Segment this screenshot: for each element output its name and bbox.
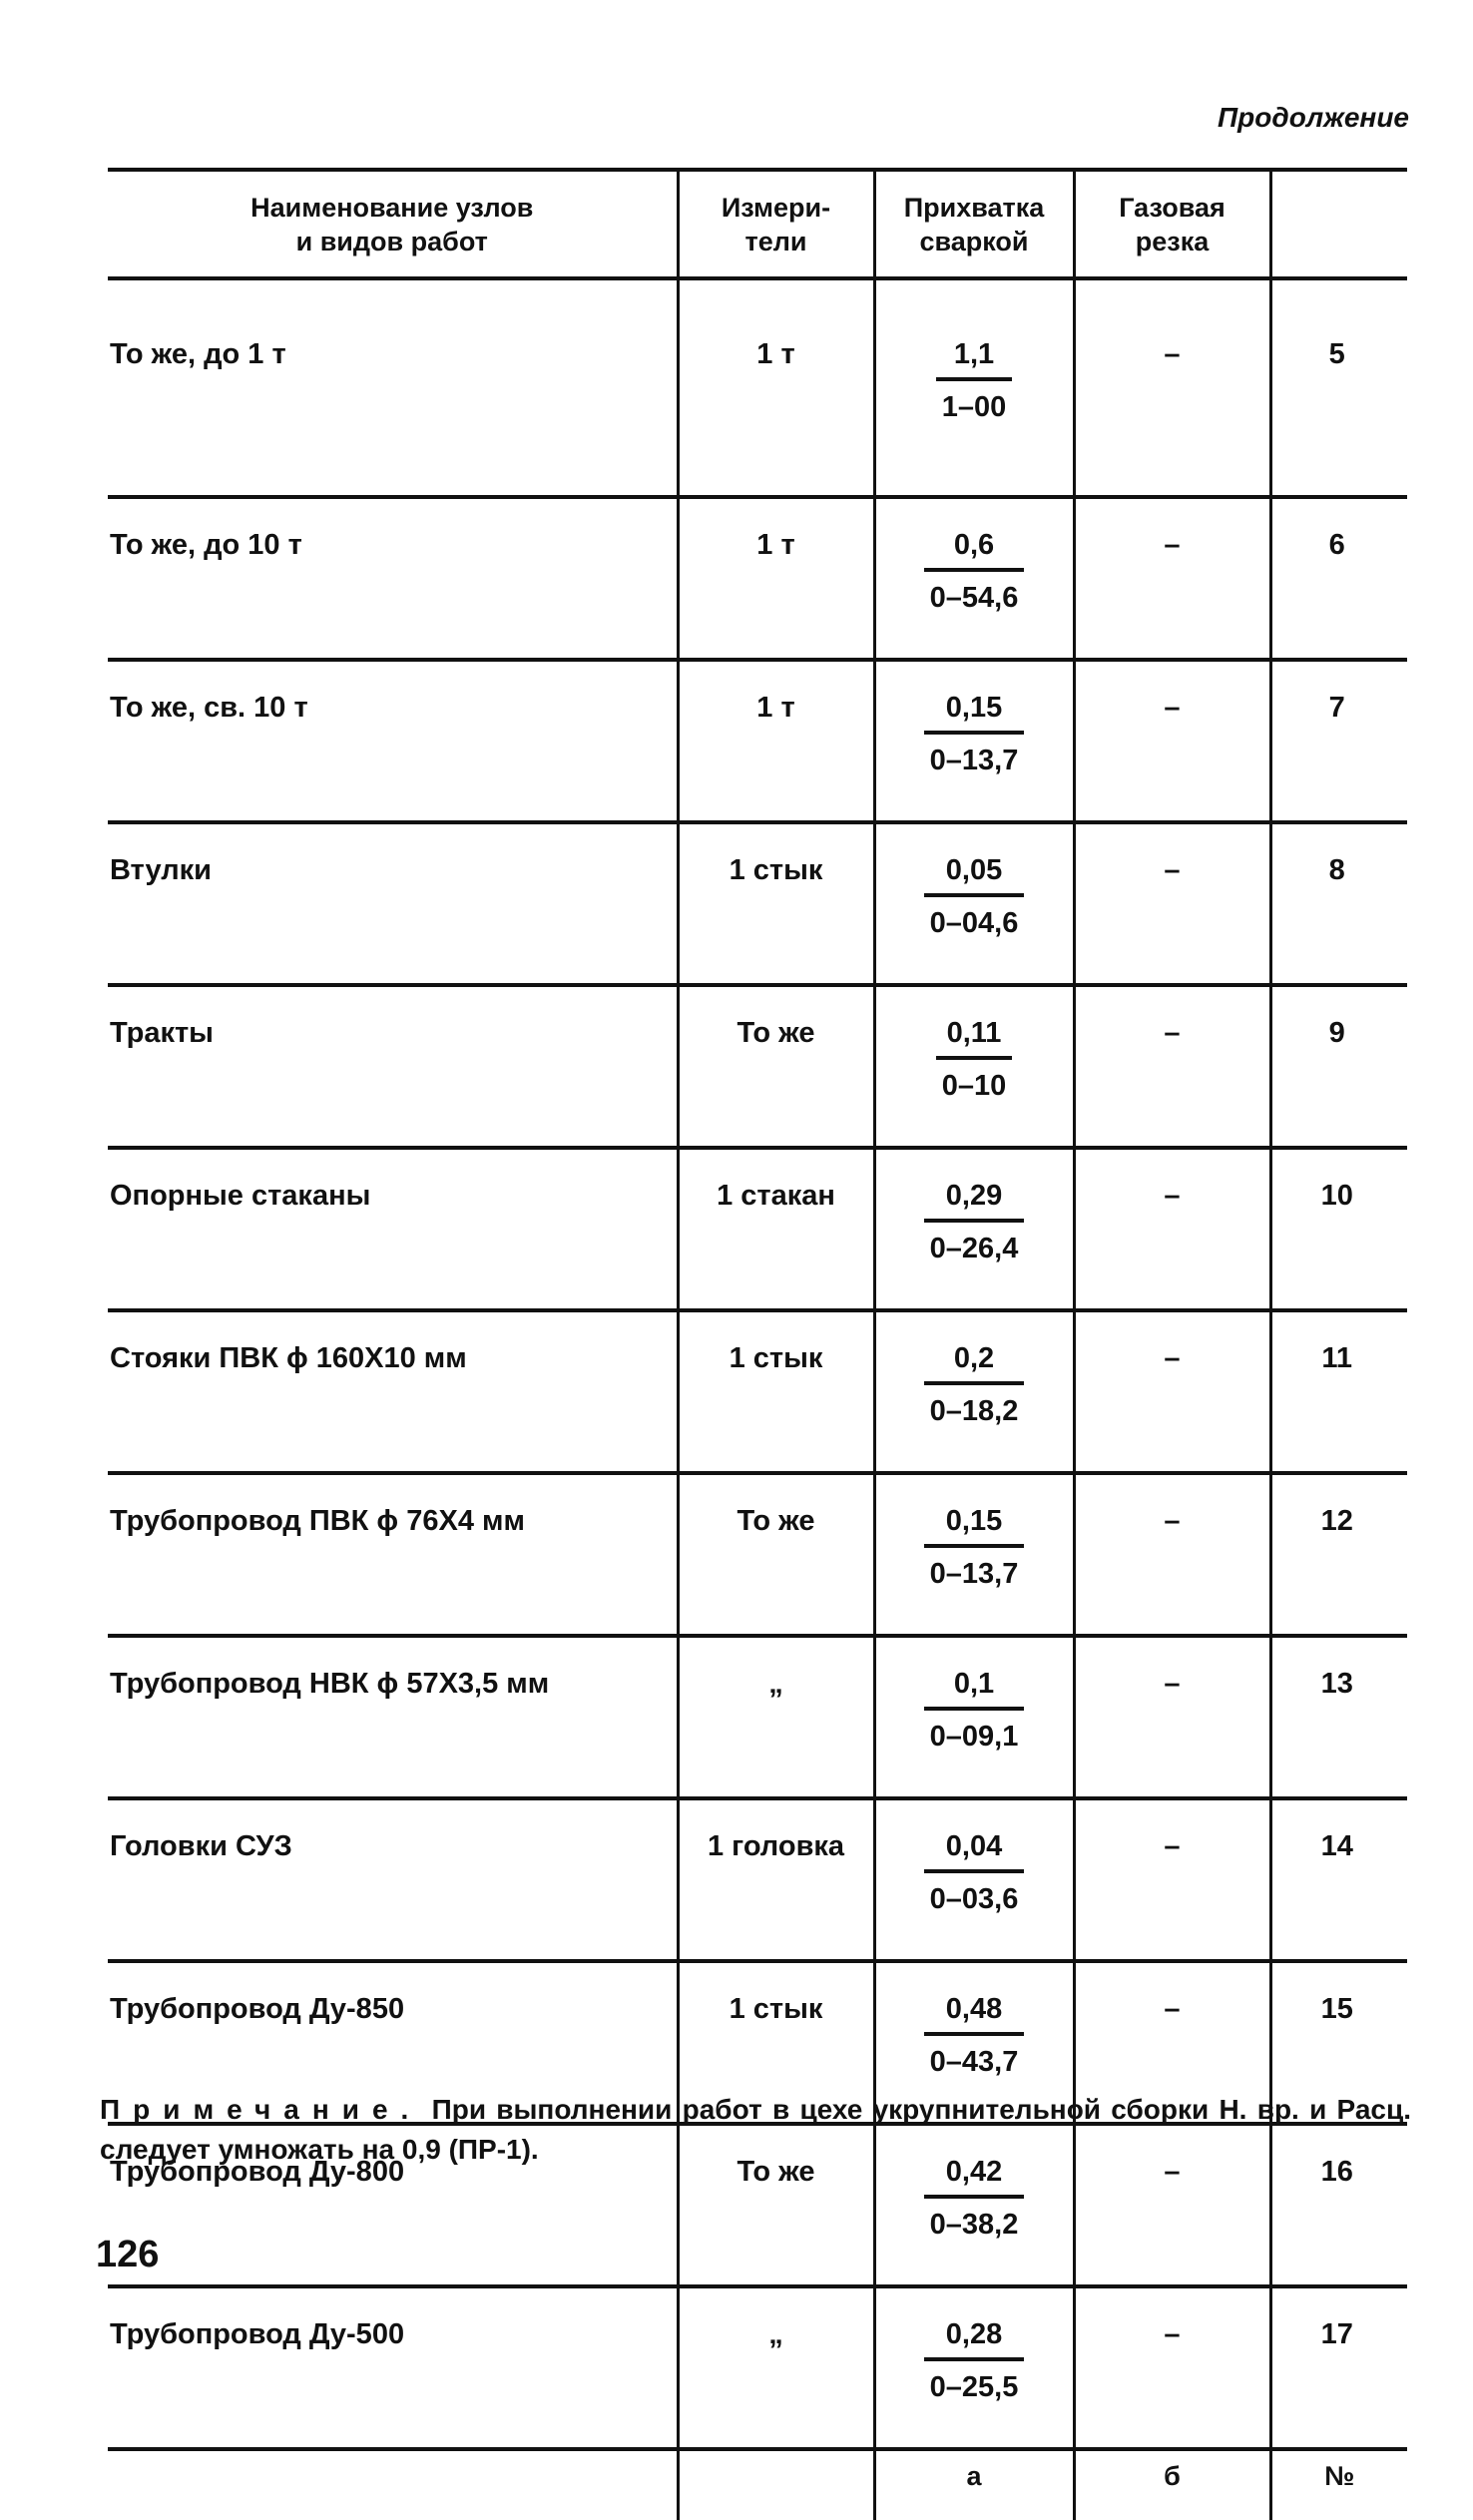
- row-cut: –: [1074, 1148, 1270, 1310]
- row-weld: [874, 278, 1074, 497]
- row-weld: [874, 2286, 1074, 2449]
- weld-fraction: [936, 1017, 1013, 1103]
- table-row: [108, 660, 1407, 822]
- note-label: Примечание.: [100, 2094, 422, 2125]
- table-row: [108, 1148, 1407, 1310]
- table-row: [108, 1473, 1407, 1636]
- row-name: То же, св. 10 т: [108, 660, 678, 822]
- row-name: Втулки: [108, 822, 678, 985]
- row-number: 9: [1270, 985, 1407, 1148]
- row-unit: 1 стык: [678, 1961, 874, 2124]
- table-row: [108, 1310, 1407, 1473]
- table-body: [108, 278, 1407, 2520]
- weld-price: 0–54,6: [929, 582, 1019, 614]
- weld-norm: 1,1: [936, 338, 1013, 381]
- weld-fraction: [924, 1830, 1025, 1916]
- weld-price: 0–10: [941, 1070, 1007, 1102]
- row-unit: То же: [678, 2124, 874, 2286]
- note-text: При выполнении работ в цехе укрупнительной сборки Н. вр. и Расц. следует умножать на 0,9 (ПР-1).: [100, 2094, 1411, 2165]
- weld-price: 0–09,1: [929, 1721, 1019, 1753]
- table-note: [100, 2090, 1411, 2170]
- row-cut: –: [1074, 497, 1270, 660]
- weld-norm: 0,28: [924, 2318, 1025, 2361]
- row-cut: –: [1074, 1961, 1270, 2124]
- row-cut: –: [1074, 660, 1270, 822]
- table-row: [108, 1798, 1407, 1961]
- column-letter: №: [1270, 2449, 1407, 2520]
- header-unit: Измери- тели: [678, 170, 874, 278]
- row-number: 5: [1270, 278, 1407, 497]
- row-cut: –: [1074, 1798, 1270, 1961]
- row-name: Трубопровод Ду-500: [108, 2286, 678, 2449]
- weld-price: 0–26,4: [929, 1233, 1019, 1264]
- row-name: Опорные стаканы: [108, 1148, 678, 1310]
- weld-price: 0–18,2: [929, 1395, 1019, 1427]
- table-header: [108, 170, 1407, 278]
- row-weld: [874, 660, 1074, 822]
- table-row: [108, 497, 1407, 660]
- row-number: 10: [1270, 1148, 1407, 1310]
- weld-norm: 0,04: [924, 1830, 1025, 1873]
- weld-norm: 0,05: [924, 854, 1025, 897]
- weld-price: 0–38,2: [929, 2209, 1019, 2241]
- weld-price: 0–03,6: [929, 1883, 1019, 1915]
- row-name: Трубопровод Ду-800: [108, 2124, 678, 2286]
- row-number: 14: [1270, 1798, 1407, 1961]
- weld-fraction: [924, 692, 1025, 777]
- row-unit: 1 стакан: [678, 1148, 874, 1310]
- row-cut: –: [1074, 985, 1270, 1148]
- row-weld: [874, 1473, 1074, 1636]
- row-weld: [874, 1310, 1074, 1473]
- row-name: Тракты: [108, 985, 678, 1148]
- row-number: 8: [1270, 822, 1407, 985]
- column-letter: б: [1074, 2449, 1270, 2520]
- row-number: 16: [1270, 2124, 1407, 2286]
- row-unit: То же: [678, 985, 874, 1148]
- weld-norm: 0,42: [924, 2156, 1025, 2199]
- row-unit: 1 т: [678, 278, 874, 497]
- weld-norm: 0,2: [924, 1342, 1025, 1385]
- weld-norm: 0,29: [924, 1180, 1025, 1223]
- row-name: Трубопровод НВК ϕ 57Х3,5 мм: [108, 1636, 678, 1798]
- row-number: 13: [1270, 1636, 1407, 1798]
- row-weld: [874, 1636, 1074, 1798]
- row-name: Стояки ПВК ϕ 160Х10 мм: [108, 1310, 678, 1473]
- weld-norm: 0,15: [924, 1505, 1025, 1548]
- row-number: 11: [1270, 1310, 1407, 1473]
- row-cut: –: [1074, 1473, 1270, 1636]
- weld-fraction: [924, 854, 1025, 940]
- row-number: 7: [1270, 660, 1407, 822]
- weld-norm: 0,11: [936, 1017, 1013, 1060]
- weld-norm: 0,1: [924, 1668, 1025, 1711]
- row-cut: –: [1074, 1310, 1270, 1473]
- row-unit: 1 т: [678, 660, 874, 822]
- column-letters-row: [108, 2449, 1407, 2520]
- table-row: [108, 822, 1407, 985]
- table-row: [108, 278, 1407, 497]
- page-number: 126: [96, 2234, 160, 2275]
- weld-fraction: [936, 338, 1013, 424]
- row-number: 15: [1270, 1961, 1407, 2124]
- row-weld: [874, 1798, 1074, 1961]
- table-row: [108, 1636, 1407, 1798]
- weld-fraction: [924, 1342, 1025, 1428]
- row-unit: То же: [678, 1473, 874, 1636]
- row-number: 6: [1270, 497, 1407, 660]
- row-weld: [874, 497, 1074, 660]
- weld-price: 0–43,7: [929, 2046, 1019, 2078]
- weld-price: 0–13,7: [929, 1558, 1019, 1590]
- row-cut: –: [1074, 2286, 1270, 2449]
- row-weld: [874, 1148, 1074, 1310]
- column-letter: [108, 2449, 678, 2520]
- row-unit: 1 головка: [678, 1798, 874, 1961]
- weld-price: 0–13,7: [929, 745, 1019, 776]
- header-weld: Прихватка сваркой: [874, 170, 1074, 278]
- continued-label: Продолжение: [1218, 102, 1409, 133]
- weld-norm: 0,48: [924, 1993, 1025, 2036]
- row-name: Трубопровод Ду-850: [108, 1961, 678, 2124]
- weld-fraction: [924, 1180, 1025, 1265]
- weld-fraction: [924, 1668, 1025, 1754]
- table-row: [108, 2286, 1407, 2449]
- row-number: 17: [1270, 2286, 1407, 2449]
- weld-price: 0–04,6: [929, 907, 1019, 939]
- table-row: [108, 985, 1407, 1148]
- row-cut: –: [1074, 1636, 1270, 1798]
- row-name: Трубопровод ПВК ϕ 76Х4 мм: [108, 1473, 678, 1636]
- weld-price: 0–25,5: [929, 2371, 1019, 2403]
- column-letter: а: [874, 2449, 1074, 2520]
- row-name: Головки СУЗ: [108, 1798, 678, 1961]
- row-unit: 1 т: [678, 497, 874, 660]
- row-weld: [874, 985, 1074, 1148]
- row-cut: –: [1074, 822, 1270, 985]
- weld-norm: 0,6: [924, 529, 1025, 572]
- header-num: [1270, 170, 1407, 278]
- row-unit: „: [678, 1636, 874, 1798]
- header-name: Наименование узлов и видов работ: [108, 170, 678, 278]
- weld-norm: 0,15: [924, 692, 1025, 735]
- row-name: То же, до 1 т: [108, 278, 678, 497]
- row-unit: „: [678, 2286, 874, 2449]
- row-cut: –: [1074, 278, 1270, 497]
- row-number: 12: [1270, 1473, 1407, 1636]
- row-cut: –: [1074, 2124, 1270, 2286]
- weld-fraction: [924, 2318, 1025, 2404]
- column-letter: [678, 2449, 874, 2520]
- row-name: То же, до 10 т: [108, 497, 678, 660]
- weld-fraction: [924, 1505, 1025, 1591]
- weld-fraction: [924, 529, 1025, 615]
- header-cut: Газовая резка: [1074, 170, 1270, 278]
- weld-fraction: [924, 1993, 1025, 2079]
- row-unit: 1 стык: [678, 1310, 874, 1473]
- row-unit: 1 стык: [678, 822, 874, 985]
- weld-price: 1–00: [941, 391, 1007, 423]
- row-weld: [874, 822, 1074, 985]
